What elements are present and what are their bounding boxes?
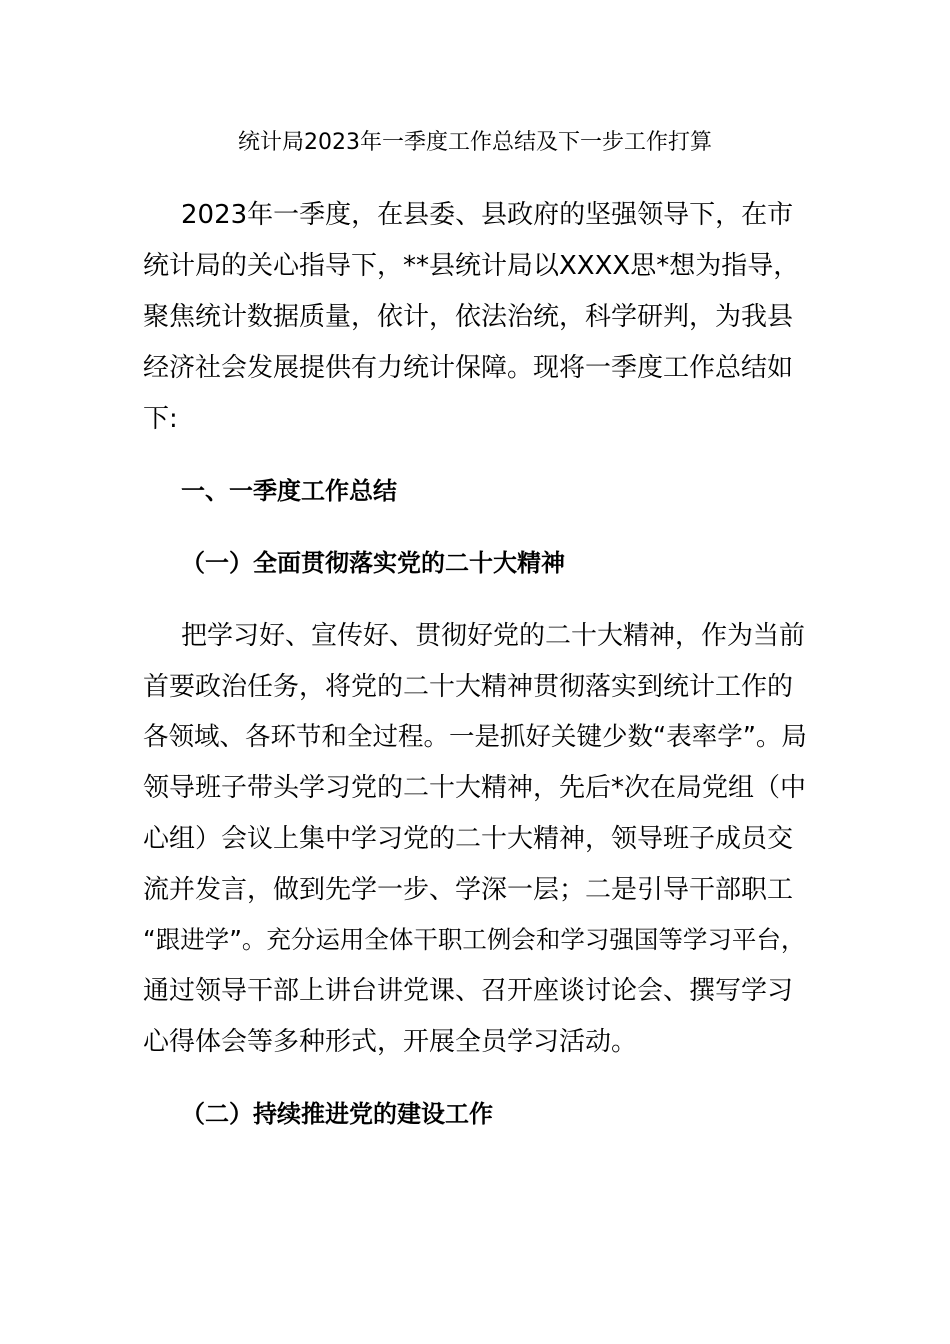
subsection1-line-2: 首要政治任务，将党的二十大精神贯彻落实到统计工作的 (143, 672, 794, 702)
subsection1-line-6: 流并发言，做到先学一步、学深一层；二是引导干部职工 (143, 875, 794, 905)
subsection1-line-1: 把学习好、宣传好、贯彻好党的二十大精神，作为当前 (181, 621, 806, 651)
subsection1-line-3: 各领域、各环节和全过程。一是抓好关键少数“表率学”。局 (143, 722, 807, 752)
document-title: 统计局2023年一季度工作总结及下一步工作打算 (238, 130, 712, 155)
subsection1-line-5: 心组）会议上集中学习党的二十大精神，领导班子成员交 (143, 824, 794, 854)
subsection1-line-7: “跟进学”。充分运用全体干职工例会和学习强国等学习平台， (143, 925, 806, 954)
subsection-heading-1: （一）全面贯彻落实党的二十大精神 (181, 549, 565, 577)
intro-line-4: 经济社会发展提供有力统计保障。现将一季度工作总结如 (143, 353, 794, 383)
intro-line-5: 下: (143, 404, 178, 434)
subsection1-line-9: 心得体会等多种形式，开展全员学习活动。 (143, 1027, 638, 1057)
section-heading-1: 一、一季度工作总结 (181, 477, 397, 505)
intro-line-1: 2023年一季度，在县委、县政府的坚强领导下，在市 (181, 200, 794, 230)
subsection1-line-4: 领导班子带头学习党的二十大精神，先后*次在局党组（中 (143, 773, 807, 803)
intro-line-2: 统计局的关心指导下，**县统计局以XXXX思*想为指导， (143, 251, 800, 281)
intro-line-3: 聚焦统计数据质量，依计，依法治统，科学研判，为我县 (143, 302, 794, 332)
subsection1-line-8: 通过领导干部上讲台讲党课、召开座谈讨论会、撰写学习 (143, 976, 794, 1006)
subsection-heading-2: （二）持续推进党的建设工作 (181, 1100, 493, 1128)
